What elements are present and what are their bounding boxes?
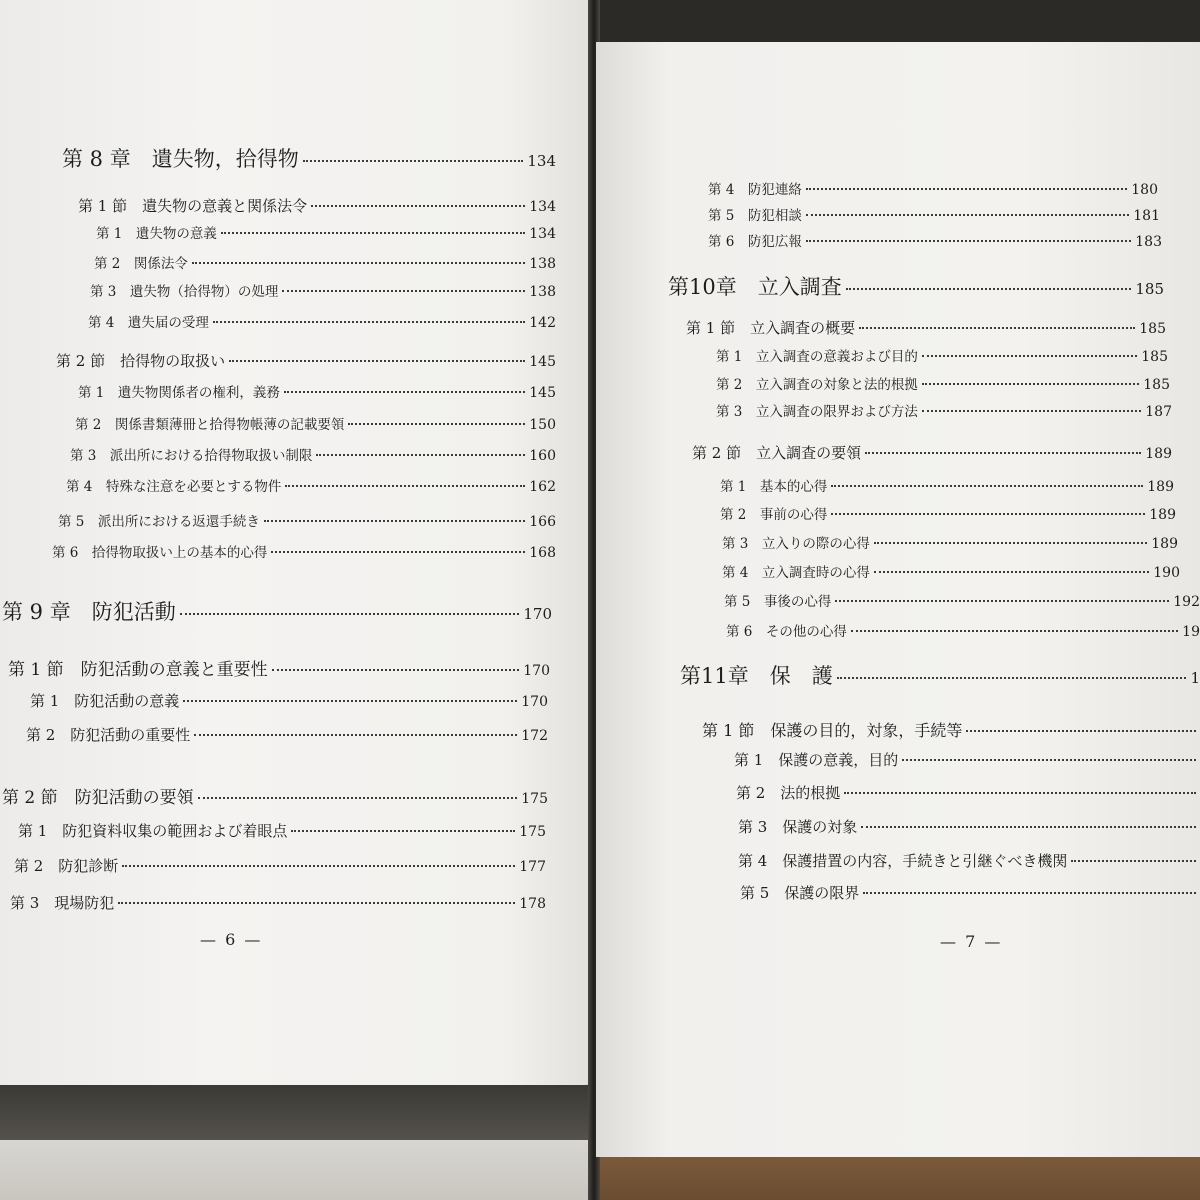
dot-leader	[922, 410, 1141, 412]
dot-leader	[844, 792, 1196, 794]
toc-page-number: 168	[529, 545, 556, 561]
toc-item[interactable]	[726, 620, 1200, 640]
toc-label: 第 1 節 立入調査の概要	[686, 319, 856, 337]
toc-page-number: 183	[1135, 234, 1162, 250]
toc-item[interactable]	[738, 850, 1200, 871]
toc-label: 第 3 現場防犯	[10, 894, 115, 912]
toc-label: 第 1 立入調査の意義および目的	[716, 349, 918, 365]
toc-item[interactable]	[66, 475, 556, 495]
toc-page-number: 150	[529, 417, 556, 433]
toc-label: 第 2 事前の心得	[720, 507, 828, 523]
toc-page-number: 177	[519, 859, 546, 875]
toc-item[interactable]	[30, 690, 548, 711]
toc-item[interactable]	[10, 892, 546, 913]
toc-label: 第 2 節 拾得物の取扱い	[56, 352, 226, 370]
toc-page-number: 134	[527, 152, 556, 170]
toc-page-number: 162	[529, 479, 556, 495]
toc-page-number: 178	[519, 896, 546, 912]
toc-label: 第 2 防犯活動の重要性	[26, 726, 191, 744]
dot-leader	[316, 454, 525, 456]
toc-item[interactable]	[708, 230, 1162, 250]
toc-item[interactable]	[740, 882, 1200, 903]
dot-leader	[863, 892, 1196, 894]
toc-label: 第 4 防犯連絡	[708, 182, 802, 198]
dot-leader	[348, 423, 525, 425]
dot-leader	[282, 290, 525, 292]
toc-item[interactable]	[90, 280, 556, 300]
toc-label: 第 1 節 保護の目的，対象，手続等	[702, 721, 963, 740]
toc-label: 第 1 保護の意義，目的	[734, 751, 899, 769]
toc-item[interactable]	[716, 373, 1170, 393]
toc-label: 第11章 保 護	[680, 664, 833, 688]
dot-leader	[874, 571, 1149, 573]
toc-label: 第 6 その他の心得	[726, 624, 847, 640]
dot-leader	[311, 205, 525, 207]
toc-label: 第 3 遺失物（拾得物）の処理	[90, 284, 279, 300]
toc-page-number: 180	[1131, 182, 1158, 198]
dot-leader	[194, 734, 517, 736]
dot-leader	[183, 700, 517, 702]
toc-chapter-11[interactable]	[680, 660, 1200, 690]
dot-leader	[851, 630, 1178, 632]
dot-leader	[859, 327, 1135, 329]
toc-page-number: 145	[529, 385, 556, 401]
dot-leader	[966, 730, 1196, 732]
toc-label: 第 2 関係書類薄冊と拾得物帳薄の記載要領	[75, 417, 345, 433]
toc-section[interactable]	[2, 783, 548, 808]
toc-section[interactable]	[702, 718, 1200, 741]
toc-page-number: 160	[529, 448, 556, 464]
toc-label: 第 1 防犯資料収集の範囲および着眼点	[18, 822, 288, 840]
dot-leader	[806, 214, 1129, 216]
dot-leader	[198, 797, 518, 799]
toc-page-number: 134	[529, 199, 556, 215]
toc-label: 第 6 拾得物取扱い上の基本的心得	[52, 545, 268, 561]
toc-item[interactable]	[58, 510, 556, 530]
toc-item[interactable]	[14, 855, 546, 876]
toc-item[interactable]	[736, 782, 1200, 803]
toc-page-number: 170	[523, 605, 552, 623]
toc-item[interactable]	[96, 222, 556, 242]
toc-item[interactable]	[722, 532, 1178, 552]
toc-page-number: 170	[521, 694, 548, 710]
toc-label: 第 4 保護措置の内容，手続きと引継ぐべき機関	[738, 852, 1068, 870]
toc-page-number: 185	[1139, 321, 1166, 337]
toc-label: 第 5 保護の限界	[740, 884, 860, 902]
dot-leader	[874, 542, 1147, 544]
dot-leader	[846, 288, 1132, 290]
toc-label: 第 6 防犯広報	[708, 234, 802, 250]
dot-leader	[837, 677, 1187, 679]
toc-item[interactable]	[708, 204, 1160, 224]
toc-label: 第 1 防犯活動の意義	[30, 692, 180, 710]
toc-page-number: 170	[523, 663, 550, 679]
toc-label: 第 2 節 防犯活動の要領	[2, 788, 194, 808]
toc-item[interactable]	[734, 749, 1200, 770]
toc-item[interactable]	[720, 503, 1176, 523]
left-page	[0, 0, 592, 1085]
toc-label: 第 1 遺失物関係者の権利，義務	[78, 385, 280, 401]
toc-page-number: 19	[1182, 624, 1200, 640]
toc-label: 第 5 事後の心得	[724, 594, 832, 610]
dot-leader	[221, 232, 525, 234]
lower-page-edge	[0, 1140, 600, 1200]
toc-label: 第 3 保護の対象	[738, 818, 858, 836]
toc-item[interactable]	[738, 816, 1200, 837]
toc-item[interactable]	[94, 252, 556, 272]
dot-leader	[271, 551, 525, 553]
toc-page-number: 172	[521, 728, 548, 744]
toc-page-number: 185	[1143, 377, 1170, 393]
toc-page-number: 181	[1133, 208, 1160, 224]
page-number-right: — 7 —	[940, 932, 1003, 951]
toc-page-number: 138	[529, 256, 556, 272]
toc-item[interactable]	[75, 413, 556, 433]
toc-label: 第 2 防犯診断	[14, 857, 119, 875]
toc-item[interactable]	[70, 444, 556, 464]
dot-leader	[180, 613, 520, 615]
toc-page-number: 189	[1151, 536, 1178, 552]
dot-leader	[303, 160, 524, 162]
dot-leader	[285, 485, 525, 487]
dot-leader	[229, 360, 525, 362]
toc-label: 第 1 基本的心得	[720, 479, 828, 495]
toc-page-number: 175	[519, 824, 546, 840]
dot-leader	[831, 485, 1143, 487]
dot-leader	[122, 865, 515, 867]
dot-leader	[806, 240, 1131, 242]
toc-page-number: 189	[1149, 507, 1176, 523]
toc-page-number: 145	[529, 354, 556, 370]
dot-leader	[264, 520, 525, 522]
toc-label: 第 3 立入調査の限界および方法	[716, 404, 918, 420]
toc-label: 第 8 章 遺失物，拾得物	[62, 147, 299, 171]
toc-page-number: 189	[1147, 479, 1174, 495]
toc-chapter-9[interactable]	[2, 596, 552, 626]
toc-label: 第 3 立入りの際の心得	[722, 536, 870, 552]
toc-section[interactable]	[686, 317, 1166, 338]
toc-page-number: 175	[521, 791, 548, 807]
toc-label: 第10章 立入調査	[668, 275, 842, 299]
dot-leader	[902, 759, 1196, 761]
toc-item[interactable]	[52, 541, 556, 561]
toc-item[interactable]	[18, 820, 546, 841]
dot-leader	[272, 669, 520, 671]
page-number-left: — 6 —	[200, 930, 263, 949]
toc-page-number: 190	[1153, 565, 1180, 581]
toc-label: 第 2 立入調査の対象と法的根拠	[716, 377, 918, 393]
table-surface	[596, 1157, 1200, 1200]
dot-leader	[835, 600, 1169, 602]
toc-item[interactable]	[720, 475, 1174, 495]
toc-item[interactable]	[26, 724, 548, 745]
toc-label: 第 5 派出所における返還手続き	[58, 514, 260, 530]
toc-label: 第 2 関係法令	[94, 256, 188, 272]
toc-label: 第 2 法的根拠	[736, 784, 841, 802]
toc-label: 第 1 節 遺失物の意義と関係法令	[78, 197, 308, 215]
toc-page-number: 185	[1141, 349, 1168, 365]
dot-leader	[831, 513, 1145, 515]
dot-leader	[291, 830, 515, 832]
toc-label: 第 1 遺失物の意義	[96, 226, 217, 242]
toc-page-number: 185	[1135, 280, 1164, 298]
dot-leader	[865, 452, 1141, 454]
dot-leader	[922, 383, 1139, 385]
toc-page-number: 134	[529, 226, 556, 242]
dot-leader	[922, 355, 1137, 357]
toc-page-number: 189	[1145, 446, 1172, 462]
toc-label: 第 4 遺失届の受理	[88, 315, 209, 331]
right-page	[596, 42, 1200, 1157]
toc-section[interactable]	[56, 350, 556, 371]
toc-page-number: 1	[1190, 669, 1200, 687]
toc-label: 第 5 防犯相談	[708, 208, 802, 224]
dot-leader	[861, 826, 1196, 828]
toc-label: 第 2 節 立入調査の要領	[692, 444, 862, 462]
toc-item[interactable]	[716, 400, 1172, 420]
toc-label: 第 1 節 防犯活動の意義と重要性	[8, 660, 268, 680]
dot-leader	[1071, 860, 1196, 862]
toc-page-number: 192	[1173, 594, 1200, 610]
toc-item[interactable]	[708, 178, 1158, 198]
toc-label: 第 4 立入調査時の心得	[722, 565, 870, 581]
toc-page-number: 166	[529, 514, 556, 530]
toc-item[interactable]	[724, 590, 1200, 610]
dot-leader	[806, 188, 1127, 190]
toc-page-number: 142	[529, 315, 556, 331]
toc-item[interactable]	[722, 561, 1180, 581]
toc-section[interactable]	[8, 655, 550, 680]
toc-chapter-10[interactable]	[668, 271, 1164, 301]
toc-label: 第 9 章 防犯活動	[2, 600, 176, 624]
toc-page-number: 138	[529, 284, 556, 300]
toc-page-number: 187	[1145, 404, 1172, 420]
toc-item[interactable]	[88, 311, 556, 331]
dot-leader	[192, 262, 525, 264]
toc-label: 第 4 特殊な注意を必要とする物件	[66, 479, 282, 495]
toc-chapter-8[interactable]	[62, 143, 556, 173]
dot-leader	[118, 902, 515, 904]
toc-section[interactable]	[78, 195, 556, 216]
toc-section[interactable]	[692, 442, 1172, 463]
toc-item[interactable]	[78, 381, 556, 401]
toc-label: 第 3 派出所における拾得物取扱い制限	[70, 448, 313, 464]
dot-leader	[284, 391, 525, 393]
dot-leader	[213, 321, 525, 323]
toc-item[interactable]	[716, 345, 1168, 365]
